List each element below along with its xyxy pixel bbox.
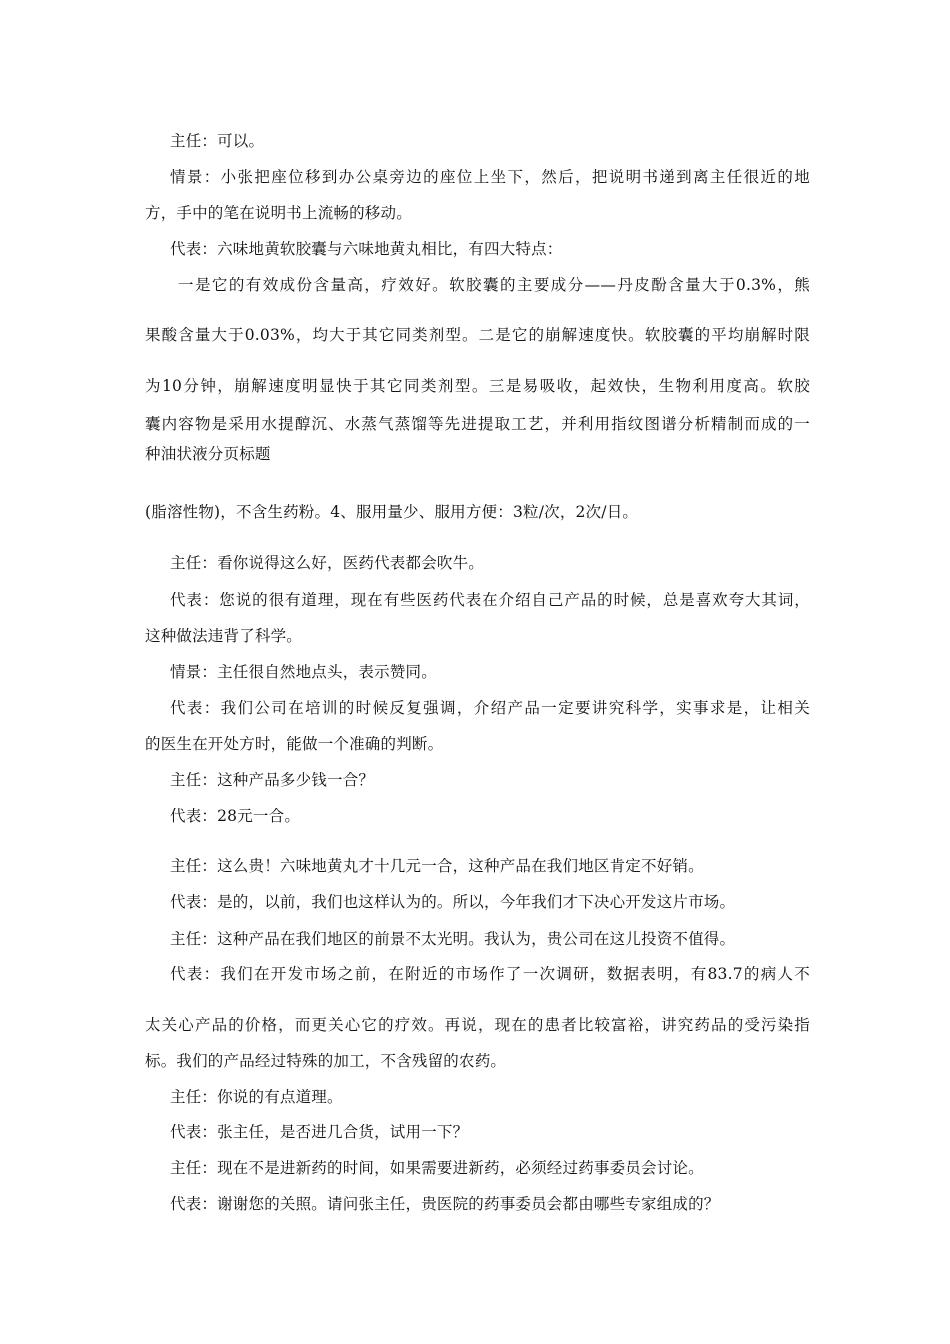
paragraph-line: 囊内容物是采用水提醇沉、水蒸气蒸馏等先进提取工艺，并利用指纹图谱分析精制而成的一 [145, 415, 810, 433]
paragraph-line: (脂溶性物)，不含生药粉。4、服用量少、服用方便：3粒/次，2次/日。 [145, 503, 639, 521]
scene-line-continued: 方，手中的笔在说明书上流畅的移动。 [145, 204, 412, 222]
dialogue-line-continued: 标。我们的产品经过特殊的加工，不含残留的农药。 [145, 1052, 507, 1070]
dialogue-line: 代表：28元一合。 [170, 807, 301, 825]
paragraph-line: 种油状液分页标题 [145, 445, 271, 463]
paragraph-line: 一是它的有效成份含量高，疗效好。软胶囊的主要成分——丹皮酚含量大于0.3%，熊 [178, 276, 810, 294]
dialogue-line: 代表：我们公司在培训的时候反复强调，介绍产品一定要讲究科学，实事求是，让相关 [170, 699, 810, 717]
dialogue-line: 代表：谢谢您的关照。请问张主任，贵医院的药事委员会都由哪些专家组成的？ [170, 1195, 720, 1213]
dialogue-line: 主任：现在不是进新药的时间，如果需要进新药，必须经过药事委员会讨论。 [170, 1159, 704, 1177]
scene-line: 情景：小张把座位移到办公桌旁边的座位上坐下，然后，把说明书递到离主任很近的地 [170, 168, 810, 186]
dialogue-line-continued: 的医生在开处方时，能做一个准确的判断。 [145, 735, 444, 753]
dialogue-line: 主任：可以。 [170, 132, 265, 150]
dialogue-line: 主任：这么贵！六味地黄丸才十几元一合，这种产品在我们地区肯定不好销。 [170, 857, 704, 875]
dialogue-line: 代表：六味地黄软胶囊与六味地黄丸相比，有四大特点： [170, 240, 563, 258]
dialogue-line: 主任：你说的有点道理。 [170, 1088, 343, 1106]
scene-line: 情景：主任很自然地点头，表示赞同。 [170, 663, 437, 681]
dialogue-line: 主任：看你说得这么好，医药代表都会吹牛。 [170, 554, 485, 572]
dialogue-line: 主任：这种产品在我们地区的前景不太光明。我认为，贵公司在这儿投资不值得。 [170, 930, 736, 948]
dialogue-line: 代表：我们在开发市场之前，在附近的市场作了一次调研，数据表明，有83.7的病人不 [170, 965, 810, 983]
paragraph-line: 为10分钟，崩解速度明显快于其它同类剂型。三是易吸收，起效快，生物利用度高。软胶 [145, 377, 810, 395]
dialogue-line: 代表：是的，以前，我们也这样认为的。所以，今年我们才下决心开发这片市场。 [170, 893, 736, 911]
dialogue-line-continued: 太关心产品的价格，而更关心它的疗效。再说，现在的患者比较富裕，讲究药品的受污染指 [145, 1016, 810, 1034]
dialogue-line: 主任：这种产品多少钱一合？ [170, 771, 375, 789]
dialogue-line-continued: 这种做法违背了科学。 [145, 627, 303, 645]
paragraph-line: 果酸含量大于0.03%，均大于其它同类剂型。二是它的崩解速度快。软胶囊的平均崩解时限 [145, 326, 810, 344]
dialogue-line: 代表：张主任，是否进几合货，试用一下？ [170, 1123, 469, 1141]
dialogue-line: 代表：您说的很有道理，现在有些医药代表在介绍自己产品的时候，总是喜欢夸大其词， [170, 591, 810, 609]
